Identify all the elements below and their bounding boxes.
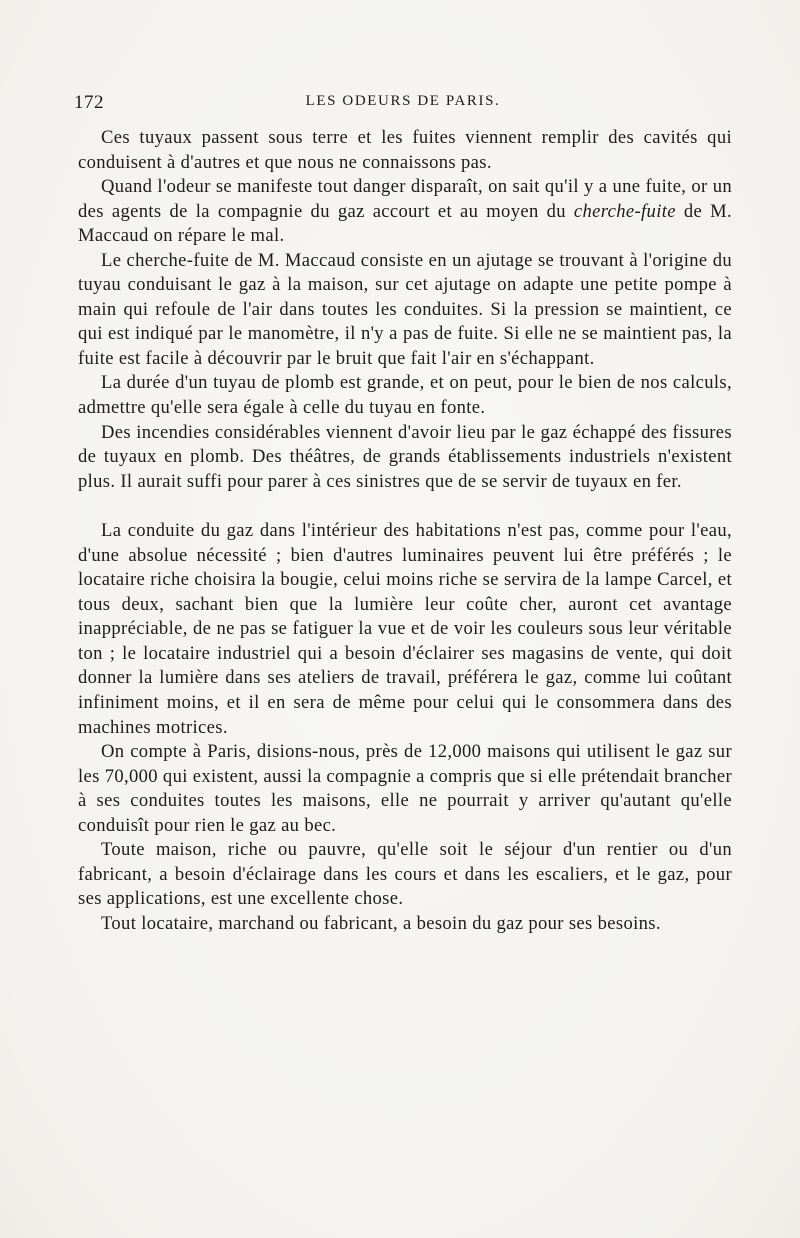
italic-term: cherche-fuite [573, 200, 676, 222]
paragraph-text: de M. Maccaud on répare le mal. [78, 200, 732, 247]
paragraph: La conduite du gaz dans l'intérieur des habitations n'est pas, comme pour l'eau, d'une absolue nécessité ; bien d'autres luminaires peuvent lui être préférés ; le locataire riche choisira la bougie, celui moins riche se servira de la lampe Carcel, et tous deux, sachant bien que la lumière leur coûte cher, auront cet avantage inappréciable, de ne pas se fatiguer la vue et de voir les couleurs sous leur véritable ton ; le locataire industriel qui a besoin d'éclairer ses magasins de vente, qui doit donner la lumière dans ses ateliers de travail, préférera le gaz, comme lui coûtant infiniment moins, et il en sera de même pour celui qui le consommera dans des machines motrices. [78, 520, 732, 738]
paragraph: Toute maison, riche ou pauvre, qu'elle soit le séjour d'un rentier ou d'un fabricant, a besoin d'éclairage dans les cours et dans les escaliers, et le gaz, pour ses applications, est une excellente chose. [78, 839, 732, 910]
paragraph: Des incendies considérables viennent d'avoir lieu par le gaz échappé des fissures de tuyaux en plomb. Des théâtres, de grands établissements industriels n'existent plus. Il aurait suffi pour parer à ces sinistres que de se servir de tuyaux en fer. [78, 421, 732, 492]
running-title: LES ODEURS DE PARIS. [305, 93, 501, 109]
paragraph: Ces tuyaux passent sous terre et les fuites viennent remplir des cavités qui conduisent à d'autres et que nous ne connaissons pas. [78, 127, 732, 173]
paragraph: Tout locataire, marchand ou fabricant, a besoin du gaz pour ses besoins. [101, 912, 661, 934]
page-number: 172 [74, 92, 104, 113]
paragraph: Le cherche-fuite de M. Maccaud consiste en un ajutage se trouvant à l'origine du tuyau conduisant le gaz à la maison, sur cet ajutage on adapte une petite pompe à main qui refoule de l'air dans toutes les conduites. Si la pression se maintient, ce qui est indiqué par le manomètre, il n'y a pas de fuite. Si elle ne se maintient pas, la fuite est facile à découvrir par le bruit que fait l'air en s'échappant. [78, 249, 732, 369]
paragraph [78, 175, 732, 249]
paragraph: La durée d'un tuyau de plomb est grande, et on peut, pour le bien de nos calculs, admettre qu'elle sera égale à celle du tuyau en fonte. [78, 372, 732, 419]
paragraph: On compte à Paris, disions-nous, près de 12,000 maisons qui utilisent le gaz sur les 70,000 qui existent, aussi la compagnie a compris que si elle prétendait brancher à ses conduites toutes les maisons, elle ne pourrait y arriver qu'autant qu'elle conduisît pour rien le gaz au bec. [78, 741, 733, 836]
paragraph-text: Quand l'odeur se manifeste tout danger disparaît, on sait qu'il y a une fuite, or un des agents de la compagnie du gaz accourt et au moyen du [78, 176, 732, 222]
page-header [74, 92, 732, 118]
body-text [78, 126, 732, 937]
